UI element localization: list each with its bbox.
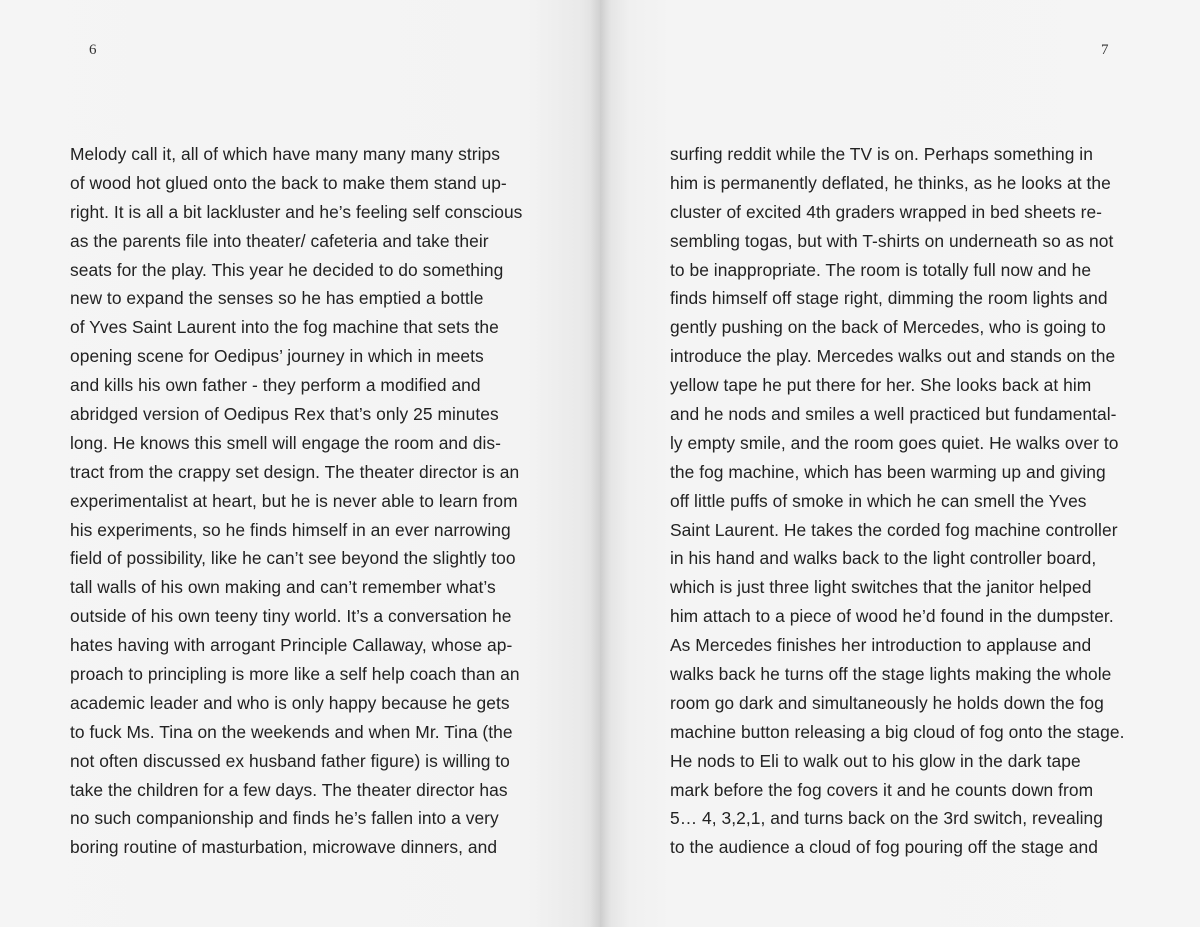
text-line: academic leader and who is only happy because he gets <box>70 692 510 713</box>
text-line: mark before the fog covers it and he counts down from <box>670 779 1094 800</box>
text-line: to fuck Ms. Tina on the weekends and when Mr. Tina (the <box>70 721 513 742</box>
text-line: field of possibility, like he can’t see beyond the slightly too <box>70 548 516 569</box>
text-line: him is permanently deflated, he thinks, as he looks at the <box>670 172 1111 193</box>
text-line: not often discussed ex husband father figure) is willing to <box>70 750 510 771</box>
text-line: room go dark and simultaneously he holds down the fog <box>670 692 1104 713</box>
text-line: to the audience a cloud of fog pouring off the stage and <box>670 837 1098 858</box>
text-line: cluster of excited 4th graders wrapped in bed sheets re- <box>670 201 1103 222</box>
text-line: of Yves Saint Laurent into the fog machine that sets the <box>70 317 499 338</box>
text-line: 5… 4, 3,2,1, and turns back on the 3rd switch, revealing <box>670 808 1103 829</box>
page-number-left: 6 <box>89 42 97 58</box>
text-line: him attach to a piece of wood he’d found in the dumpster. <box>670 606 1114 627</box>
text-line: right. It is all a bit lackluster and he’s feeling self conscious <box>70 201 523 222</box>
text-line: machine button releasing a big cloud of fog onto the stage. <box>670 721 1125 742</box>
text-line: the fog machine, which has been warming up and giving <box>670 461 1106 482</box>
text-line: as the parents file into theater/ cafeteria and take their <box>70 230 489 251</box>
text-line: finds himself off stage right, dimming the room lights and <box>670 288 1108 309</box>
text-line: which is just three light switches that the janitor helped <box>670 577 1092 598</box>
right-page-body-text <box>670 140 1150 862</box>
text-line: opening scene for Oedipus’ journey in which in meets <box>70 346 484 367</box>
page-number-right: 7 <box>1101 42 1109 58</box>
left-page-body-text <box>70 140 550 862</box>
text-line: hates having with arrogant Principle Callaway, whose ap- <box>70 635 513 656</box>
text-line: surfing reddit while the TV is on. Perhaps something in <box>670 144 1093 164</box>
text-line: abridged version of Oedipus Rex that’s only 25 minutes <box>70 404 499 425</box>
text-line: walks back he turns off the stage lights making the whole <box>670 664 1112 685</box>
text-line: ly empty smile, and the room goes quiet. He walks over to <box>670 432 1119 453</box>
text-line: As Mercedes finishes her introduction to applause and <box>670 635 1092 656</box>
text-line: Melody call it, all of which have many many many strips <box>70 144 500 164</box>
text-line: Saint Laurent. He takes the corded fog machine controller <box>670 519 1118 540</box>
text-line: off little puffs of smoke in which he can smell the Yves <box>670 490 1087 511</box>
text-line: of wood hot glued onto the back to make them stand up- <box>70 172 507 193</box>
text-line: tall walls of his own making and can’t remember what’s <box>70 577 496 598</box>
text-line: outside of his own teeny tiny world. It’s a conversation he <box>70 606 512 627</box>
text-line: He nods to Eli to walk out to his glow in the dark tape <box>670 750 1081 771</box>
text-line: and kills his own father - they perform a modified and <box>70 375 481 396</box>
text-line: no such companionship and finds he’s fallen into a very <box>70 808 499 829</box>
text-line: sembling togas, but with T-shirts on underneath so as not <box>670 230 1114 251</box>
text-line: new to expand the senses so he has emptied a bottle <box>70 288 484 309</box>
text-line: to be inappropriate. The room is totally full now and he <box>670 259 1092 280</box>
text-line: proach to principling is more like a self help coach than an <box>70 664 520 685</box>
text-line: introduce the play. Mercedes walks out and stands on the <box>670 346 1116 367</box>
text-line: in his hand and walks back to the light controller board, <box>670 548 1097 569</box>
text-line: yellow tape he put there for her. She looks back at him <box>670 375 1092 396</box>
text-line: long. He knows this smell will engage the room and dis- <box>70 432 501 453</box>
text-line: take the children for a few days. The theater director has <box>70 779 508 800</box>
text-line: his experiments, so he finds himself in an ever narrowing <box>70 519 511 540</box>
text-line: and he nods and smiles a well practiced but fundamental- <box>670 404 1117 425</box>
right-page <box>600 0 1200 927</box>
text-line: experimentalist at heart, but he is never able to learn from <box>70 490 518 511</box>
text-line: gently pushing on the back of Mercedes, who is going to <box>670 317 1106 338</box>
text-line: seats for the play. This year he decided to do something <box>70 259 504 280</box>
text-line: tract from the crappy set design. The theater director is an <box>70 461 520 482</box>
text-line: boring routine of masturbation, microwave dinners, and <box>70 837 498 858</box>
